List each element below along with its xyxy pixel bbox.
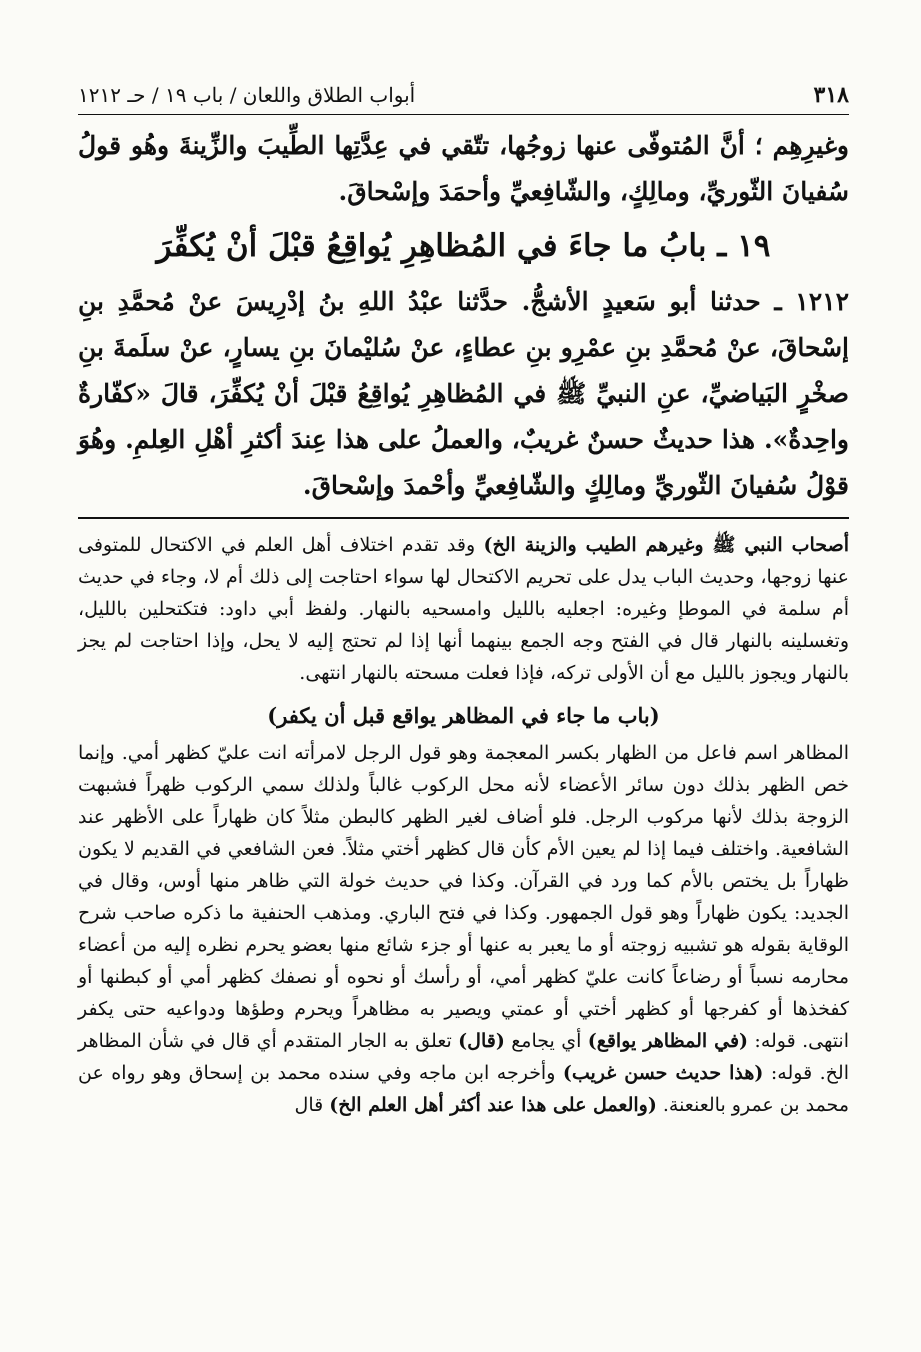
footnote-divider <box>78 517 849 519</box>
running-title: أبواب الطلاق واللعان / باب ١٩ / حـ ١٢١٢ <box>78 83 416 107</box>
hadith-paragraph <box>78 279 849 509</box>
commentary-paragraph-2 <box>78 737 849 1121</box>
running-header <box>78 82 849 115</box>
hadith-number: ١٢١٢ ـ <box>774 287 849 316</box>
commentary-lemma: (في المظاهر يواقع) <box>587 1030 749 1052</box>
hadith-text: حدثنا أبو سَعيدٍ الأشجُّ. حدَّثنا عبْدُ اللهِ بنُ إدْرِيسَ عنْ مُحمَّدِ بنِ إسْحاقَ، عنْ مُحمَّدِ بنِ عمْرِو بنِ عطاءٍ، عنْ سُليْمانَ بنِ يسارٍ، عنْ سلَمةَ بنِ صخْرٍ البَياضيِّ، عنِ النبيِّ ﷺ في المُظاهِرِ يُواقِعُ قبْلَ أنْ يُكفِّرَ، قالَ «كفّارةٌ واحِدةٌ». هذا حديثٌ حسنٌ غريبٌ، والعملُ على هذا عِندَ أكثرِ أهْلِ العِلمِ. وهُوَ قوْلُ سُفيانَ الثّوريِّ ومالِكٍ والشّافِعيِّ وأحْمدَ وإسْحاقَ. <box>78 287 849 500</box>
commentary-text: وقد تقدم اختلاف أهل العلم في الاكتحال للمتوفى عنها زوجها، وحديث الباب يدل على تحريم الاكتحال لها سواء احتاجت إلى ذلك أم لا، وجاء في حديث أم سلمة في الموطإ وغيره: اجعليه بالليل وامسحيه بالنهار. ولفظ أبي داود: فتكتحلين بالليل، وتغسلينه بالنهار قال في الفتح وجه الجمع بينهما أنها إذا لم تحتج إليه لا يحل، وإذا احتاجت لم يجز بالنهار ويجوز بالليل مع أن الأولى تركه، فإذا فعلت مسحته بالنهار انتهى. <box>78 534 849 684</box>
book-page <box>78 82 849 1121</box>
commentary-text: قال <box>294 1094 330 1116</box>
commentary-text: وأخرجه ابن ماجه وفي سنده محمد بن إسحاق وهو رواه عن محمد بن عمرو بالعنعنة. <box>78 1062 849 1116</box>
commentary-lemma: (والعمل على هذا عند أكثر أهل العلم الخ) <box>329 1094 657 1116</box>
commentary-paragraph-1 <box>78 529 849 689</box>
commentary-lemma: (قال) <box>458 1030 505 1052</box>
page-number: ٣١٨ <box>813 82 849 108</box>
commentary-text: تعلق به الجار المتقدم أي قال في شأن المظاهر الخ. قوله: <box>78 1030 849 1084</box>
commentary-lemma: (هذا حديث حسن غريب) <box>562 1062 764 1084</box>
commentary-subtitle: (باب ما جاء في المظاهر يواقع قبل أن يكفر) <box>267 703 660 728</box>
commentary-lemma: أصحاب النبي ﷺ وغيرهم الطيب والزينة الخ) <box>483 534 849 556</box>
commentary-text: المظاهر اسم فاعل من الظهار بكسر المعجمة وهو قول الرجل لامرأته انت عليّ كظهر أمي. وإنما خص الظهر بذلك دون سائر الأعضاء لأنه محل الركوب غالباً ولذلك سمي الركوب ظهراً فشبهت الزوجة بذلك لأنها مركوب الرجل. فلو أضاف لغير الظهر كالبطن مثلاً كان ظهاراً على الأظهر عند الشافعية. واختلف فيما إذا لم يعين الأم كأن قال كظهر أختي مثلاً. فعن الشافعي في القديم لا يكون ظهاراً بل يختص بالأم كما ورد في القرآن. وكذا في حديث خولة التي ظاهر منها أوس، وقال في الجديد: يكون ظهاراً وهو قول الجمهور. وكذا في فتح الباري. ومذهب الحنفية ما ذكره صاحب شرح الوقاية بقوله هو تشبيه زوجته أو ما يعبر به عنها أو جزء شائع منها بعضو يحرم نظره إليه من أعضاء محارمه نسباً أو رضاعاً كانت عليّ كظهر أمي، أو رأسك أو نحوه أو نصفك كظهر أمي أو كبطنها أو كفخذها أو كفرجها أو كظهر أختي أو عمتي ويصير به مظاهراً ويحرم وطؤها ودواعيه حتى يكفر انتهى. قوله: <box>78 742 850 1052</box>
main-text-paragraph: وغيرِهِم ؛ أنَّ المُتوفّى عنها زوجُها، تتّقي في عِدَّتِها الطِّيبَ والزِّينةَ وهُو قولُ سُفيانَ الثّوريِّ، ومالِكٍ، والشّافِعيِّ وأحمَدَ وإسْحاقَ. <box>78 131 849 206</box>
chapter-title: ١٩ ـ بابُ ما جاءَ في المُظاهِرِ يُواقِعُ قبْلَ أنْ يُكفِّرَ <box>156 228 771 264</box>
commentary-text: أي يجامع <box>504 1030 588 1052</box>
